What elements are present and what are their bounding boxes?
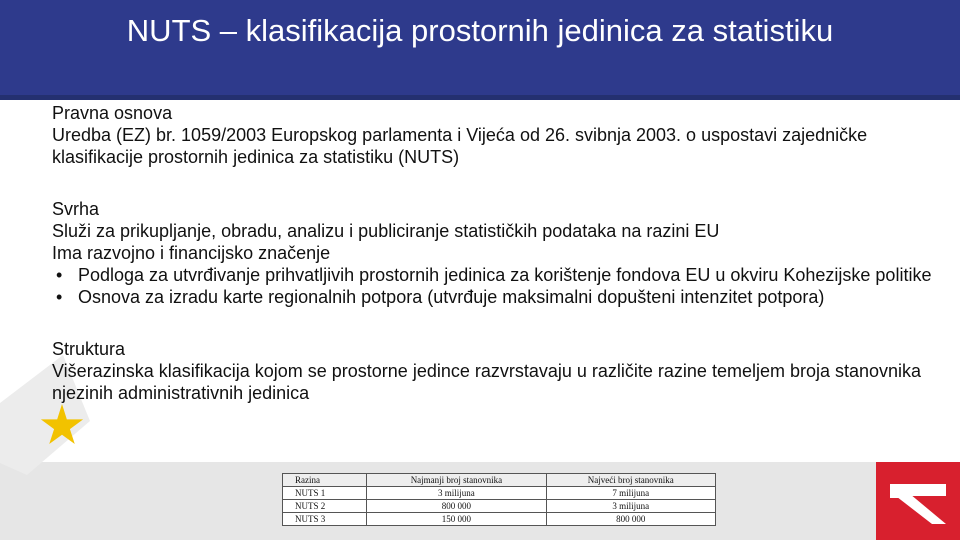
purpose-line-2: Ima razvojno i financijsko značenje — [52, 243, 331, 263]
structure-text: Višerazinska klasifikacija kojom se prostorne jedince razvrstavaju u različite razine temeljem broja stanovnika njezinih administrativnih jedinica — [52, 361, 922, 403]
table-cell: NUTS 2 — [283, 500, 367, 513]
column-header: Najveći broj stanovnika — [546, 474, 715, 487]
table-row — [283, 500, 716, 513]
table-cell: 800 000 — [367, 500, 546, 513]
purpose-bullet-list — [52, 264, 932, 308]
purpose-heading: Svrha — [52, 199, 100, 219]
column-header: Najmanji broj stanovnika — [367, 474, 546, 487]
structure-heading: Struktura — [52, 339, 126, 359]
column-header: Razina — [283, 474, 367, 487]
bullet-text: Podloga za utvrđivanje prihvatljivih prostornih jedinica za korištenje fondova EU u okviru Kohezijske politike — [78, 265, 932, 285]
legal-basis-heading: Pravna osnova — [52, 103, 173, 123]
bullet-text: Osnova za izradu karte regionalnih potpora (utvrđuje maksimalni dopušteni intenzitet potpora) — [78, 287, 825, 307]
purpose-line-1: Služi za prikupljanje, obradu, analizu i publiciranje statističkih podataka na razini EU — [52, 221, 720, 241]
nuts-table-container — [282, 473, 716, 526]
list-item: • Osnova za izradu karte regionalnih potpora (utvrđuje maksimalni dopušteni intenzitet potpora) — [56, 287, 825, 307]
table-cell: 3 milijuna — [367, 487, 546, 500]
nuts-levels-table — [282, 473, 716, 526]
table-header-row — [283, 474, 716, 487]
slide-title: NUTS – klasifikacija prostornih jedinica za statistiku — [126, 13, 834, 48]
legal-basis-text: Uredba (EZ) br. 1059/2003 Europskog parlamenta i Vijeća od 26. svibnja 2003. o uspostavi zajedničke klasifikacije prostornih jedinica za statistiku (NUTS) — [52, 125, 868, 167]
table-cell: 3 milijuna — [546, 500, 715, 513]
slide-body — [52, 102, 932, 404]
table-cell: 800 000 — [546, 513, 715, 526]
table-cell: 150 000 — [367, 513, 546, 526]
table-cell: 7 milijuna — [546, 487, 715, 500]
logo-icon — [876, 462, 960, 540]
title-bar — [0, 0, 960, 100]
table-cell: NUTS 1 — [283, 487, 367, 500]
table-row — [283, 513, 716, 526]
list-item: • Podloga za utvrđivanje prihvatljivih prostornih jedinica za korištenje fondova EU u okviru Kohezijske politike — [56, 265, 932, 285]
table-row — [283, 487, 716, 500]
table-cell: NUTS 3 — [283, 513, 367, 526]
